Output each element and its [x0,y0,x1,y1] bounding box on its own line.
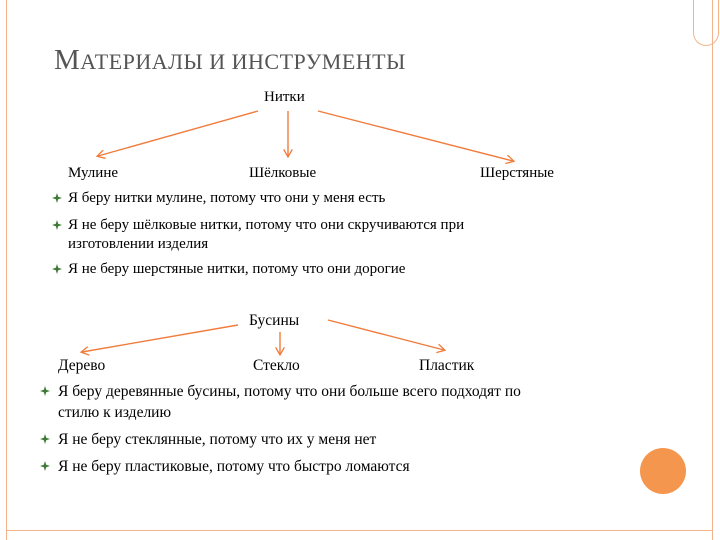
beads-bullet-text: Я не беру стеклянные, потому что их у меня нет [58,431,377,448]
threads-bullet-text: Я не беру шёлковые нитки, потому что они скручиваются при [68,217,465,233]
beads-branch-glass: Стекло [253,357,300,374]
arrow-threads-right [318,111,513,161]
threads-branch-wool: Шерстяные [480,165,554,181]
arrow-beads-left [82,325,238,352]
threads-bullet-text: Я не беру шерстяные нитки, потому что они дорогие [68,261,406,277]
diamond-bullet-icon [51,219,63,231]
threads-root-label: Нитки [264,89,305,105]
beads-branch-wood: Дерево [58,357,106,374]
threads-branch-silk: Шёлковые [249,165,317,181]
beads-bullet-text: Я беру деревянные бусины, потому что они больше всего подходят по [58,383,521,400]
beads-bullet-text: стилю к изделию [58,404,172,421]
threads-branch-muline: Мулине [68,165,119,181]
beads-root-label: Бусины [249,312,300,329]
arrow-beads-right [328,320,444,350]
arrow-threads-left [98,111,258,156]
diamond-bullet-icon [39,433,51,445]
threads-bullet-text: Я беру нитки мулине, потому что они у меня есть [68,190,386,206]
title-first-letter: М [54,44,81,76]
diamond-bullet-icon [51,192,63,204]
diamond-bullet-icon [51,263,63,275]
threads-bullet-text: изготовлении изделия [68,236,209,252]
beads-bullet-text: Я не беру пластиковые, потому что быстро ломаются [58,458,410,475]
diamond-bullet-icon [39,385,51,397]
title-rest: АТЕРИАЛЫ И ИНСТРУМЕНТЫ [80,49,406,74]
diamond-bullet-icon [39,460,51,472]
beads-branch-plastic: Пластик [419,357,475,374]
